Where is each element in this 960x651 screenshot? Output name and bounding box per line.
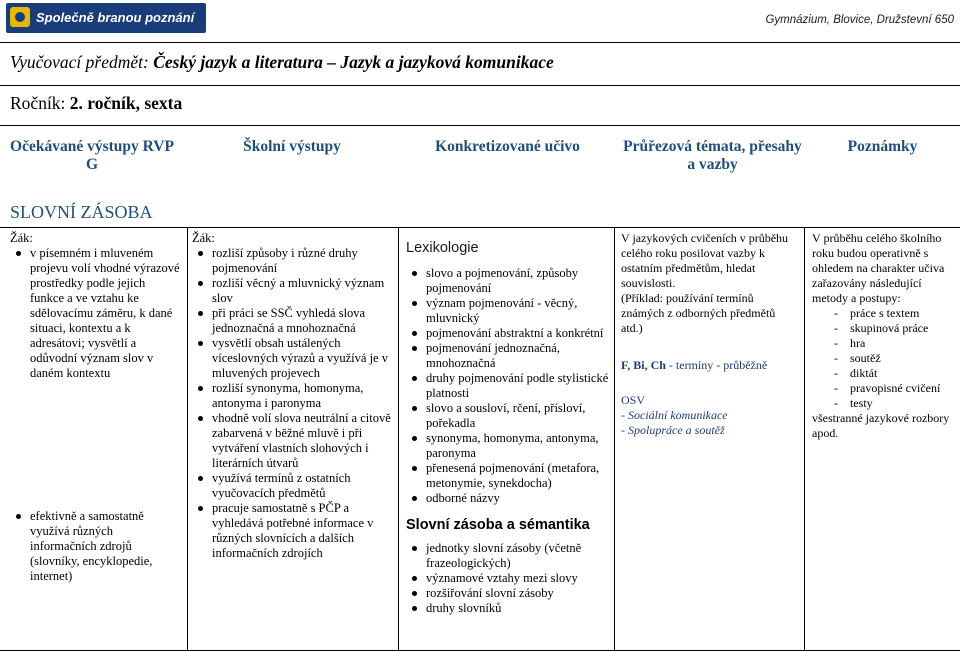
list-item: jednotky slovní zásoby (včetně frazeologických) — [426, 541, 611, 571]
column-divider — [804, 227, 805, 651]
subject-line — [10, 52, 554, 73]
list-item: druhy pojmenování podle stylistické platnosti — [426, 371, 611, 401]
column-divider — [614, 227, 615, 651]
themes-example: (Příklad: používání termínů známých z odborných předmětů atd.) — [621, 291, 776, 335]
list-item: rozliší způsoby i různé druhy pojmenování — [212, 246, 392, 276]
column-header-school-outputs: Školní výstupy — [243, 138, 341, 155]
section-title: SLOVNÍ ZÁSOBA — [10, 202, 153, 222]
column-outputs — [10, 231, 180, 584]
list-item: - hra — [832, 336, 956, 351]
themes-subjects — [621, 358, 799, 373]
themes-text: V jazykových cvičeních v průběhu celého roku posilovat vazby k ostatním předmětům, hledat souvislosti. — [621, 231, 789, 290]
list-item: - pravopisné cvičení — [832, 381, 956, 396]
heading-lexikologie: Lexikologie — [406, 240, 479, 256]
notes-intro: V průběhu celého školního roku budou operativně s ohledem na charakter učiva zařazovány následující metody a postupy: — [812, 231, 945, 305]
list-item: využívá termínů z ostatních vyučovacích předmětů — [212, 471, 392, 501]
list-item: - testy — [832, 396, 956, 411]
osv-line: - Spolupráce a soutěž — [621, 423, 725, 437]
column-header-notes: Poznámky — [847, 138, 918, 155]
list-item: druhy slovníků — [426, 601, 611, 616]
list-item: všestranné jazykové rozbory apod. — [812, 411, 950, 440]
list-item: pojmenování jednoznačná, mnohoznačná — [426, 341, 611, 371]
themes-subjects-rest: - termíny - průběžně — [665, 358, 768, 372]
logo — [6, 3, 206, 33]
grade-label: Ročník: — [10, 93, 66, 113]
column-header-themes: Průřezová témata, přesahy a vazby — [623, 138, 802, 173]
subject-value: Český jazyk a literatura – Jazyk a jazyková komunikace — [153, 52, 554, 72]
osv-line: - Sociální komunikace — [621, 408, 728, 422]
pupil-label: Žák: — [10, 231, 33, 245]
divider — [0, 42, 960, 43]
grade-value: 2. ročník, sexta — [69, 93, 183, 113]
list-item: pracuje samostatně s PČP a vyhledává potřebné informace v různých slovnících a dalších informačních zdrojích — [212, 501, 392, 561]
column-school-outputs — [192, 231, 392, 561]
grade-line — [10, 93, 182, 114]
subject-label: Vyučovací předmět: — [10, 52, 149, 72]
column-themes — [621, 231, 799, 438]
divider — [0, 85, 960, 86]
divider — [0, 125, 960, 126]
column-notes — [812, 231, 956, 441]
list-item: pojmenování abstraktní a konkrétní — [426, 326, 611, 341]
themes-subjects-bold: F, Bi, Ch — [621, 358, 666, 372]
list-item: odborné názvy — [426, 491, 611, 506]
column-curriculum — [406, 231, 611, 616]
list-item: efektivně a samostatně využívá různých informačních zdrojů (slovníky, encyklopedie, internet) — [30, 509, 180, 584]
heading-semantics: Slovní zásoba a sémantika — [406, 517, 590, 533]
osv-heading: OSV — [621, 393, 646, 407]
logo-text: Společně branou poznání — [36, 10, 195, 25]
list-item: význam pojmenování - věcný, mluvnický — [426, 296, 611, 326]
column-divider — [187, 227, 188, 651]
list-item: přenesená pojmenování (metafora, metonymie, synekdocha) — [426, 461, 611, 491]
list-item: - soutěž — [832, 351, 956, 366]
list-item: při práci se SSČ vyhledá slova jednoznačná a mnohoznačná — [212, 306, 392, 336]
list-item: - skupinová práce — [832, 321, 956, 336]
list-item: - práce s textem — [832, 306, 956, 321]
list-item: slovo a sousloví, rčení, přísloví, pořekadla — [426, 401, 611, 431]
pupil-label: Žák: — [192, 231, 215, 245]
list-item: v písemném i mluveném projevu volí vhodné výrazové prostředky podle jejich funkce a ve vztahu ke sdělovacímu záměru, k dané situaci, kontextu a k adresátovi; vysvětlí a odůvodní význam slov v daném kontextu — [30, 246, 180, 380]
page-header — [0, 0, 960, 42]
list-item: synonyma, homonyma, antonyma, paronyma — [426, 431, 611, 461]
column-divider — [398, 227, 399, 651]
school-name: Gymnázium, Blovice, Družstevní 650 — [765, 14, 954, 26]
list-item: rozšiřování slovní zásoby — [426, 586, 611, 601]
divider — [0, 227, 960, 228]
logo-icon — [10, 7, 30, 27]
list-item: vhodně volí slova neutrální a citově zabarvená v běžné mluvě i při vytváření vlastních slohových i literárních útvarů — [212, 411, 391, 470]
list-item: rozliší věcný a mluvnický význam slov — [212, 276, 392, 306]
list-item: - diktát — [832, 366, 956, 381]
list-item: významové vztahy mezi slovy — [426, 571, 611, 586]
list-item: slovo a pojmenování, způsoby pojmenování — [426, 266, 611, 296]
column-header-outputs: Očekávané výstupy RVP G — [10, 138, 174, 173]
list-item: rozliší synonyma, homonyma, antonyma i paronyma — [212, 381, 392, 411]
list-item: vysvětlí obsah ustálených víceslovných výrazů a využívá je v mluvených projevech — [212, 336, 392, 381]
column-header-curriculum: Konkretizované učivo — [435, 138, 580, 155]
